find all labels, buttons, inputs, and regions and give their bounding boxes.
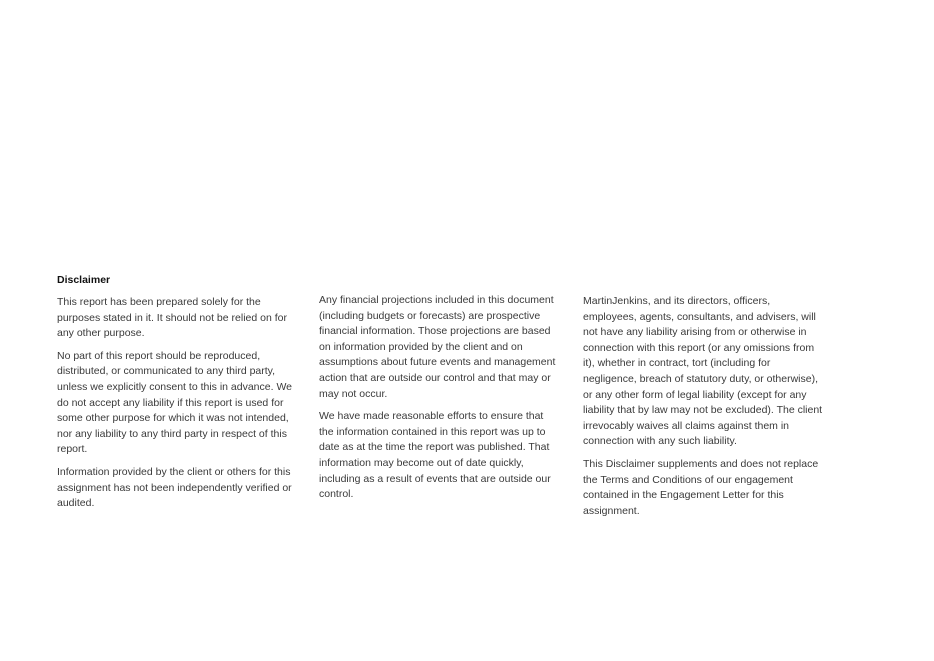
- paragraph: This report has been prepared solely for the purposes stated in it. It should not be relied on for any other purpose.: [57, 296, 287, 340]
- disclaimer-column-1: [57, 295, 293, 519]
- paragraph: No part of this report should be reproduced, distributed, or communicated to any third party, unless we explicitly consent to this in advance. We do not accept any liability if this report is used for some other purpose for which it was not intended, nor any liability to any third party in respect of this report.: [57, 349, 293, 456]
- paragraph: We have made reasonable efforts to ensure that the information contained in this report was up to date as at the time the report was published. That information may become out of date quickly, including as a result of events that are outside our control.: [319, 410, 551, 501]
- paragraph: Information provided by the client or others for this assignment has not been independently verified or audited.: [57, 465, 292, 510]
- paragraph: This Disclaimer supplements and does not replace the Terms and Conditions of our engagement contained in the Engagement Letter for this assignment.: [583, 457, 819, 517]
- paragraph: MartinJenkins, and its directors, officers, employees, agents, consultants, and advisers, will not have any liability arising from or otherwise in connection with this report (or any omissions from it), whether in contract, tort (including for negligence, breach of statutory duty, or otherwise), or any other form of legal liability (except for any liability that by law may not be excluded). The client irrevocably waives all claims against them in connection with any such liability.: [583, 295, 823, 448]
- disclaimer-column-2: [319, 293, 559, 510]
- paragraph: Any financial projections included in this document (including budgets or forecasts) are prospective financial information. Those projections are based on information provided by the client and on assumptions about future events and management action that are outside our control and that may or may not occur.: [319, 294, 556, 400]
- disclaimer-column-3: [583, 294, 823, 526]
- disclaimer-heading: Disclaimer: [57, 274, 111, 286]
